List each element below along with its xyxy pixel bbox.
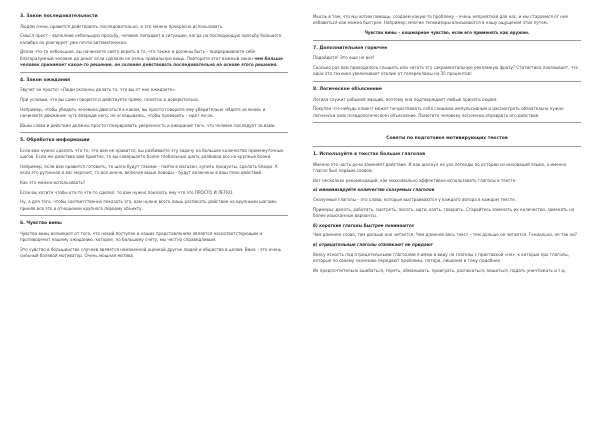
tip-1b-paragraph: Чем длиннее слово, тем дольше оно читается. Чем длиннее весь текст – тем дольше он читается. Гениально, не так ли? [313,232,578,238]
tips-heading: Советы по подготовке мотивирующих текстов [386,136,508,142]
section-divider [20,132,288,133]
section-4-title: 4. Закон ожидания [20,77,71,83]
section-8-paragraph: Логика служит рабыней эмоций, поэтому она подтверждает любые приняти людей. [313,96,498,102]
section-5-paragraph: Ну, а для того, чтобы соответственно показать это, вам нужно всего лишь расписать действие на крупными шагами, приняв все это в отношении крупного первому объекту. [20,199,278,211]
tip-1c-subtitle: в) отрицательные глаголы отвлекают не придают [313,242,434,248]
left-column [20,14,288,263]
section-5-title: 5. Обработка информации [20,138,90,144]
tip-1b-subtitle: б) короткие глаголы быстрее понимаются [313,222,414,228]
section-6-paragraph: Это чувство в большинстве случаев является неизменной оценкой других людей и общества в целом. Вина – это очень сильный болевой мотиватор. Очень мощная мотива [20,247,282,259]
section-divider [313,81,581,82]
section-5-paragraph: Как это можно использовать? [20,180,86,186]
section-5-paragraph: Например, если вам нравится готовить, то шаги будут такими – пойти в магазин, купить продукты, сделать блюдо. А если это рутинная и вас морочит, то все иначе, включая выше поводы – будут включены в ваш план действий. [20,164,278,176]
tip-1a-paragraph: Примеры: делать, работать, смотреть, писать, идти, взять, говорить. Старайтесь заменять их количество, заменять на более изысканные варианты. [313,206,575,219]
section-3-emphasis: чем больше человек принимает какое-то решение, он склонен действовать последовательно на основе этого решения. [20,55,283,67]
section-7-title: 7. Дополнительное горючее [313,45,388,51]
section-divider [20,72,288,73]
section-6-continued: Мысль в том, что мы хотим помощь, создаем какую-то проблему – очень неприятная для нас, и мы стараемся от нее избавиться как можно быстрее. Например, многие телевизоры вписываются в нашу ощущения этих путем. [313,14,569,26]
section-6-highlight: Чувство вины – кошмарное чувство, если его применять как оружие. [364,29,530,35]
tip-1-title: 1. Используйте в текстах больше глаголов [313,152,426,158]
section-6-paragraph: Чувство вины возникает от того, что некий поступок в наших представлениях является несоответствующим и противоречит нашему ожиданию, которое, по большому счету, мы честно справедливым. [20,231,263,243]
section-divider [313,122,581,123]
section-7-paragraph: Сколько раз вам приходилось слышать или читать эту сакраментальную рекламную фразу? Статистика показывает, что одна эта техника увеличивает отклик от телерекламы на 35 процентов! [313,65,579,77]
tip-1-paragraph: Вот несколько рекомендаций, как максимально эффективно использовать глаголы в тексте: [313,177,517,183]
section-5-paragraph: Если вы хотите чтобы кто-то что-то сделал, то вам нужно показать ему что это ПРОСТО И ЛЕГКО. [20,189,234,195]
section-3-title: 3. Закон последовательности [20,14,98,19]
section-divider [20,215,288,216]
section-4-paragraph: При условии, что вы сами говорите и действуете прямо, понятно и доверительно. [20,97,200,103]
tip-1-paragraph: Именно это часть речи заменяет действие. И как шепнул на ухо легенды по истории из инноваций языка, а именно глагол был первым словом. [313,161,567,174]
section-3-paragraph [20,49,288,68]
section-divider [313,146,581,147]
section-7-paragraph: Подойдите! Это еще не все! [313,55,375,61]
tip-1a-paragraph: Сказуемые глаголы – это слова, которые выстраиваются у каждого автора в каждом тексте. [313,197,517,203]
section-4-paragraph: Ваши слова и действия должны просто генерировать уверенность и ожидание того, что человек последует за вами. [20,122,276,128]
section-4-paragraph: Например, чтобы убедить человека двигаться в каком, вы просто говорите ему убедительно «Идите за мной» и начинаете движение чуть впереди него, не оглядываясь, чтобы проверить – идет ли он. [20,106,266,118]
section-8-title: 8. Логическое объяснение [313,87,382,93]
tip-1a-subtitle: а) минимизируйте количество сказуемых глаголов [313,187,435,193]
section-3-paragraph: Смысл прост – выполнив небольшую просьбу, человек попадает в ситуацию, когда на последующую просьбу большего калибра он реагирует уже почти автоматически. [20,33,282,45]
section-3-text: Делая что-то небольшое, вы начинаете свято верить в то, что также и должны быть – придерживаете себе благоразумный человек до денег если сделали не очень правильную вещь. Повторите этот важный закон [20,49,256,61]
right-column [313,14,581,278]
section-divider [313,40,581,41]
section-8-paragraph: Покупая что-нибудь клиент может почувствовать себя слишком импульсивным и рассмотреть обязательно нужно логически (или псевдологическое) объяснение. Помогите человеку логически оправдать его действия. [313,106,564,118]
section-6-title: 6. Чувство вины [20,221,62,227]
section-4-paragraph: Звучит он просто: «Люди склонны делать то, что вы от них ожидаете». [20,87,177,93]
section-3-paragraph: Людям очень нравится действовать последовательно, и это можно прекрасно использовать. [20,23,224,29]
section-5-paragraph: Если вам нужно сделать что-то, что вам не нравится, вы разбиваете эту задачу на большое количество промежуточных шагов. Если же действие вам приятно, то вы совершаете более глобальные шаги, разбивая все на крупные блоки. [20,148,284,160]
tip-1c-paragraph: Внесу ясность под отрицательными глаголами я имею в виду не глаголы с приставкой «не», к которые про глаголы, которые по своему значению передают проблемы, потери, лишения и тому подобное. [313,251,569,264]
tip-1c-paragraph: Их предпочтительно ошибаться, терять, обманывать, проиграть, расписаться, лишиться, подать уничтожать и т.д. [313,267,566,273]
